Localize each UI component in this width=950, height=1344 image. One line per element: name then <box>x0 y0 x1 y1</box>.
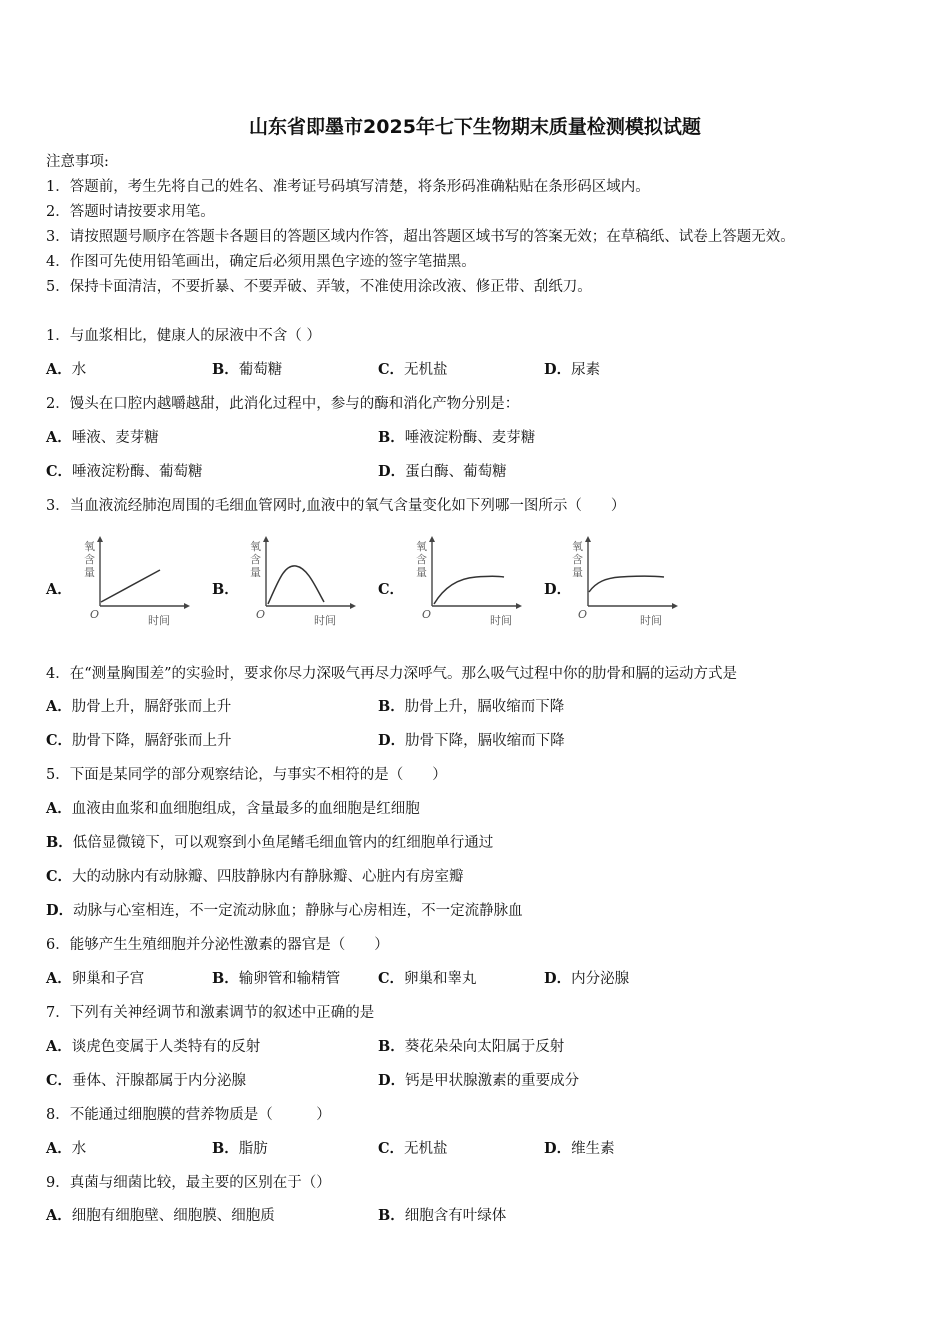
option-label: B． <box>378 1207 405 1224</box>
option-label: B． <box>378 429 405 446</box>
y-axis-label-char: 含 <box>84 553 95 566</box>
q4-option-a[interactable] <box>46 697 231 717</box>
notice-item: 3．请按照题号顺序在答题卡各题目的答题区域内作答，超出答题区域书写的答案无效；在草稿纸、试卷上答题无效。 <box>46 229 795 245</box>
curve-rise-fall <box>268 566 324 604</box>
option-label: D． <box>46 902 74 919</box>
y-axis-label-char: 氧 <box>84 540 95 553</box>
q5-option-a[interactable] <box>46 799 420 819</box>
option-label: A． <box>46 970 72 987</box>
notice-item: 1．答题前，考生先将自己的姓名、准考证号码填写清楚，将条形码准确粘贴在条形码区域内。 <box>46 179 650 195</box>
option-label: C． <box>46 868 73 885</box>
q6-option-c[interactable] <box>378 969 477 989</box>
y-axis-label-char: 量 <box>84 566 95 579</box>
option-label: A． <box>46 800 72 817</box>
option-label: A． <box>46 429 72 446</box>
question-3-stem: 3．当血液流经肺泡周围的毛细血管网时,血液中的氧气含量变化如下列哪一图所示（ ） <box>46 498 626 514</box>
option-label: B． <box>212 361 239 378</box>
y-axis-label-char: 含 <box>572 553 583 566</box>
option-label: C． <box>378 361 405 378</box>
option-label: A． <box>46 361 72 378</box>
graph-a[interactable] <box>78 532 198 632</box>
option-label: B． <box>46 834 73 851</box>
y-axis-label-char: 氧 <box>250 540 261 553</box>
q6-option-d[interactable] <box>544 969 629 989</box>
question-1-stem: 1．与血浆相比，健康人的尿液中不含（ ） <box>46 328 321 344</box>
q1-option-c[interactable] <box>378 360 448 380</box>
x-axis-label: 时间 <box>314 614 336 627</box>
graph-d[interactable] <box>566 532 686 632</box>
notice-heading: 注意事项: <box>46 154 109 170</box>
question-9-stem: 9．真菌与细菌比较，最主要的区别在于（） <box>46 1175 331 1191</box>
q8-option-d[interactable] <box>544 1139 615 1159</box>
option-text: 谈虎色变属于人类特有的反射 <box>71 1039 261 1055</box>
option-text: 尿素 <box>571 362 601 378</box>
q4-option-d[interactable] <box>378 731 565 751</box>
option-text: 垂体、汗腺都属于内分泌腺 <box>72 1073 247 1089</box>
q4-option-c[interactable] <box>46 731 232 751</box>
curve-line <box>101 570 160 602</box>
notice-item: 4．作图可先使用铅笔画出，确定后必须用黑色字迹的签字笔描黑。 <box>46 254 476 270</box>
option-text: 脂肪 <box>238 1141 268 1157</box>
option-label: D． <box>544 1140 572 1157</box>
q2-option-a[interactable] <box>46 428 159 448</box>
option-label: A． <box>46 581 72 598</box>
question-7-stem: 7．下列有关神经调节和激素调节的叙述中正确的是 <box>46 1005 375 1021</box>
x-axis-label: 时间 <box>148 614 170 627</box>
y-axis-label-char: 含 <box>250 553 261 566</box>
y-axis-label-char: 量 <box>250 566 261 579</box>
option-label: B． <box>378 1038 405 1055</box>
q1-option-a[interactable] <box>46 360 86 380</box>
option-label: C． <box>378 1140 405 1157</box>
option-label: C． <box>378 581 405 598</box>
question-6-stem: 6．能够产生生殖细胞并分泌性激素的器官是（ ） <box>46 937 389 953</box>
option-text: 卵巢和睾丸 <box>404 971 477 987</box>
q3-option-c[interactable] <box>378 580 404 600</box>
option-label: A． <box>46 698 72 715</box>
option-label: C． <box>378 970 405 987</box>
q1-option-d[interactable] <box>544 360 600 380</box>
graph-c[interactable] <box>410 532 530 632</box>
option-label: D． <box>378 1072 406 1089</box>
option-label: D． <box>378 732 406 749</box>
q6-option-a[interactable] <box>46 969 144 989</box>
option-label: D． <box>544 581 572 598</box>
origin-label: O <box>578 608 588 621</box>
q7-option-b[interactable] <box>378 1037 564 1057</box>
option-label: C． <box>46 463 73 480</box>
option-text: 唾液、麦芽糖 <box>71 430 159 446</box>
option-label: A． <box>46 1207 72 1224</box>
q5-option-b[interactable] <box>46 833 493 853</box>
curve-high-start <box>589 576 664 592</box>
notice-item: 5．保持卡面清洁，不要折暴、不要弄破、弄皱，不准使用涂改液、修正带、刮纸刀。 <box>46 279 592 295</box>
option-text: 蛋白酶、葡萄糖 <box>405 464 507 480</box>
y-axis-label-char: 氧 <box>572 540 583 553</box>
q7-option-c[interactable] <box>46 1071 246 1091</box>
option-label: A． <box>46 1140 72 1157</box>
option-text: 卵巢和子宫 <box>71 971 145 987</box>
option-text: 肋骨上升，膈收缩而下降 <box>404 699 565 715</box>
y-axis-label-char: 含 <box>416 553 427 566</box>
y-axis-label-char: 量 <box>416 566 427 579</box>
q8-option-a[interactable] <box>46 1139 86 1159</box>
option-text: 钙是甲状腺激素的重要成分 <box>405 1073 580 1089</box>
option-label: B． <box>212 581 239 598</box>
question-5-stem: 5．下面是某同学的部分观察结论，与事实不相符的是（ ） <box>46 767 447 783</box>
option-label: D． <box>544 361 572 378</box>
option-text: 血液由血浆和血细胞组成，含量最多的血细胞是红细胞 <box>71 801 420 817</box>
option-label: B． <box>212 970 239 987</box>
q9-option-a[interactable] <box>46 1206 275 1226</box>
option-label: D． <box>378 463 406 480</box>
option-text: 肋骨下降，膈收缩而下降 <box>405 733 565 749</box>
graph-b[interactable] <box>244 532 364 632</box>
q4-option-b[interactable] <box>378 697 564 717</box>
q9-option-b[interactable] <box>378 1206 506 1226</box>
notice-item: 2．答题时请按要求用笔。 <box>46 204 215 220</box>
q5-option-c[interactable] <box>46 867 464 887</box>
option-text: 唾液淀粉酶、葡萄糖 <box>72 464 203 480</box>
q7-option-a[interactable] <box>46 1037 260 1057</box>
y-axis-label-char: 量 <box>572 566 583 579</box>
curve-plateau <box>434 576 504 604</box>
option-text: 水 <box>71 362 87 378</box>
origin-label: O <box>422 608 432 621</box>
option-text: 维生素 <box>571 1141 615 1157</box>
option-label: B． <box>212 1140 239 1157</box>
option-text: 低倍显微镜下，可以观察到小鱼尾鳍毛细血管内的红细胞单行通过 <box>72 835 494 851</box>
q5-option-d[interactable] <box>46 901 523 921</box>
q2-option-d[interactable] <box>378 462 507 482</box>
q6-option-b[interactable] <box>212 969 340 989</box>
question-4-stem: 4．在“测量胸围差”的实验时，要求你尽力深吸气再尽力深呼气。那么吸气过程中你的肋骨和膈的运动方式是 <box>46 666 738 682</box>
q1-option-b[interactable] <box>212 360 282 380</box>
option-text: 肋骨上升，膈舒张而上升 <box>71 699 232 715</box>
option-text: 内分泌腺 <box>571 971 630 987</box>
option-text: 肋骨下降，膈舒张而上升 <box>72 733 232 749</box>
q2-option-b[interactable] <box>378 428 535 448</box>
option-label: B． <box>378 698 405 715</box>
q3-option-a[interactable] <box>46 580 72 600</box>
question-8-stem: 8．不能通过细胞膜的营养物质是（ ） <box>46 1107 331 1123</box>
question-2-stem: 2．馒头在口腔内越嚼越甜，此消化过程中，参与的酶和消化产物分别是： <box>46 396 520 412</box>
option-text: 动脉与心室相连，不一定流动脉血；静脉与心房相连，不一定流静脉血 <box>73 903 523 919</box>
option-text: 无机盐 <box>404 362 448 378</box>
page-title: 山东省即墨市2025年七下生物期末质量检测模拟试题 <box>249 116 701 138</box>
q2-option-c[interactable] <box>46 462 203 482</box>
option-label: A． <box>46 1038 72 1055</box>
option-text: 细胞有细胞壁、细胞膜、细胞质 <box>71 1208 275 1224</box>
origin-label: O <box>256 608 266 621</box>
q3-option-b[interactable] <box>212 580 239 600</box>
option-text: 细胞含有叶绿体 <box>404 1208 507 1224</box>
option-text: 葡萄糖 <box>238 362 283 378</box>
origin-label: O <box>90 608 100 621</box>
option-text: 无机盐 <box>404 1141 448 1157</box>
q8-option-b[interactable] <box>212 1139 268 1159</box>
option-text: 水 <box>71 1141 87 1157</box>
q8-option-c[interactable] <box>378 1139 448 1159</box>
option-label: C． <box>46 1072 73 1089</box>
option-label: D． <box>544 970 572 987</box>
option-text: 输卵管和输精管 <box>238 971 341 987</box>
option-text: 大的动脉内有动脉瓣、四肢静脉内有静脉瓣、心脏内有房室瓣 <box>72 869 464 885</box>
q7-option-d[interactable] <box>378 1071 579 1091</box>
x-axis-label: 时间 <box>640 614 662 627</box>
option-label: C． <box>46 732 73 749</box>
option-text: 唾液淀粉酶、麦芽糖 <box>404 430 536 446</box>
y-axis-label-char: 氧 <box>416 540 427 553</box>
x-axis-label: 时间 <box>490 614 512 627</box>
option-text: 葵花朵朵向太阳属于反射 <box>404 1039 565 1055</box>
